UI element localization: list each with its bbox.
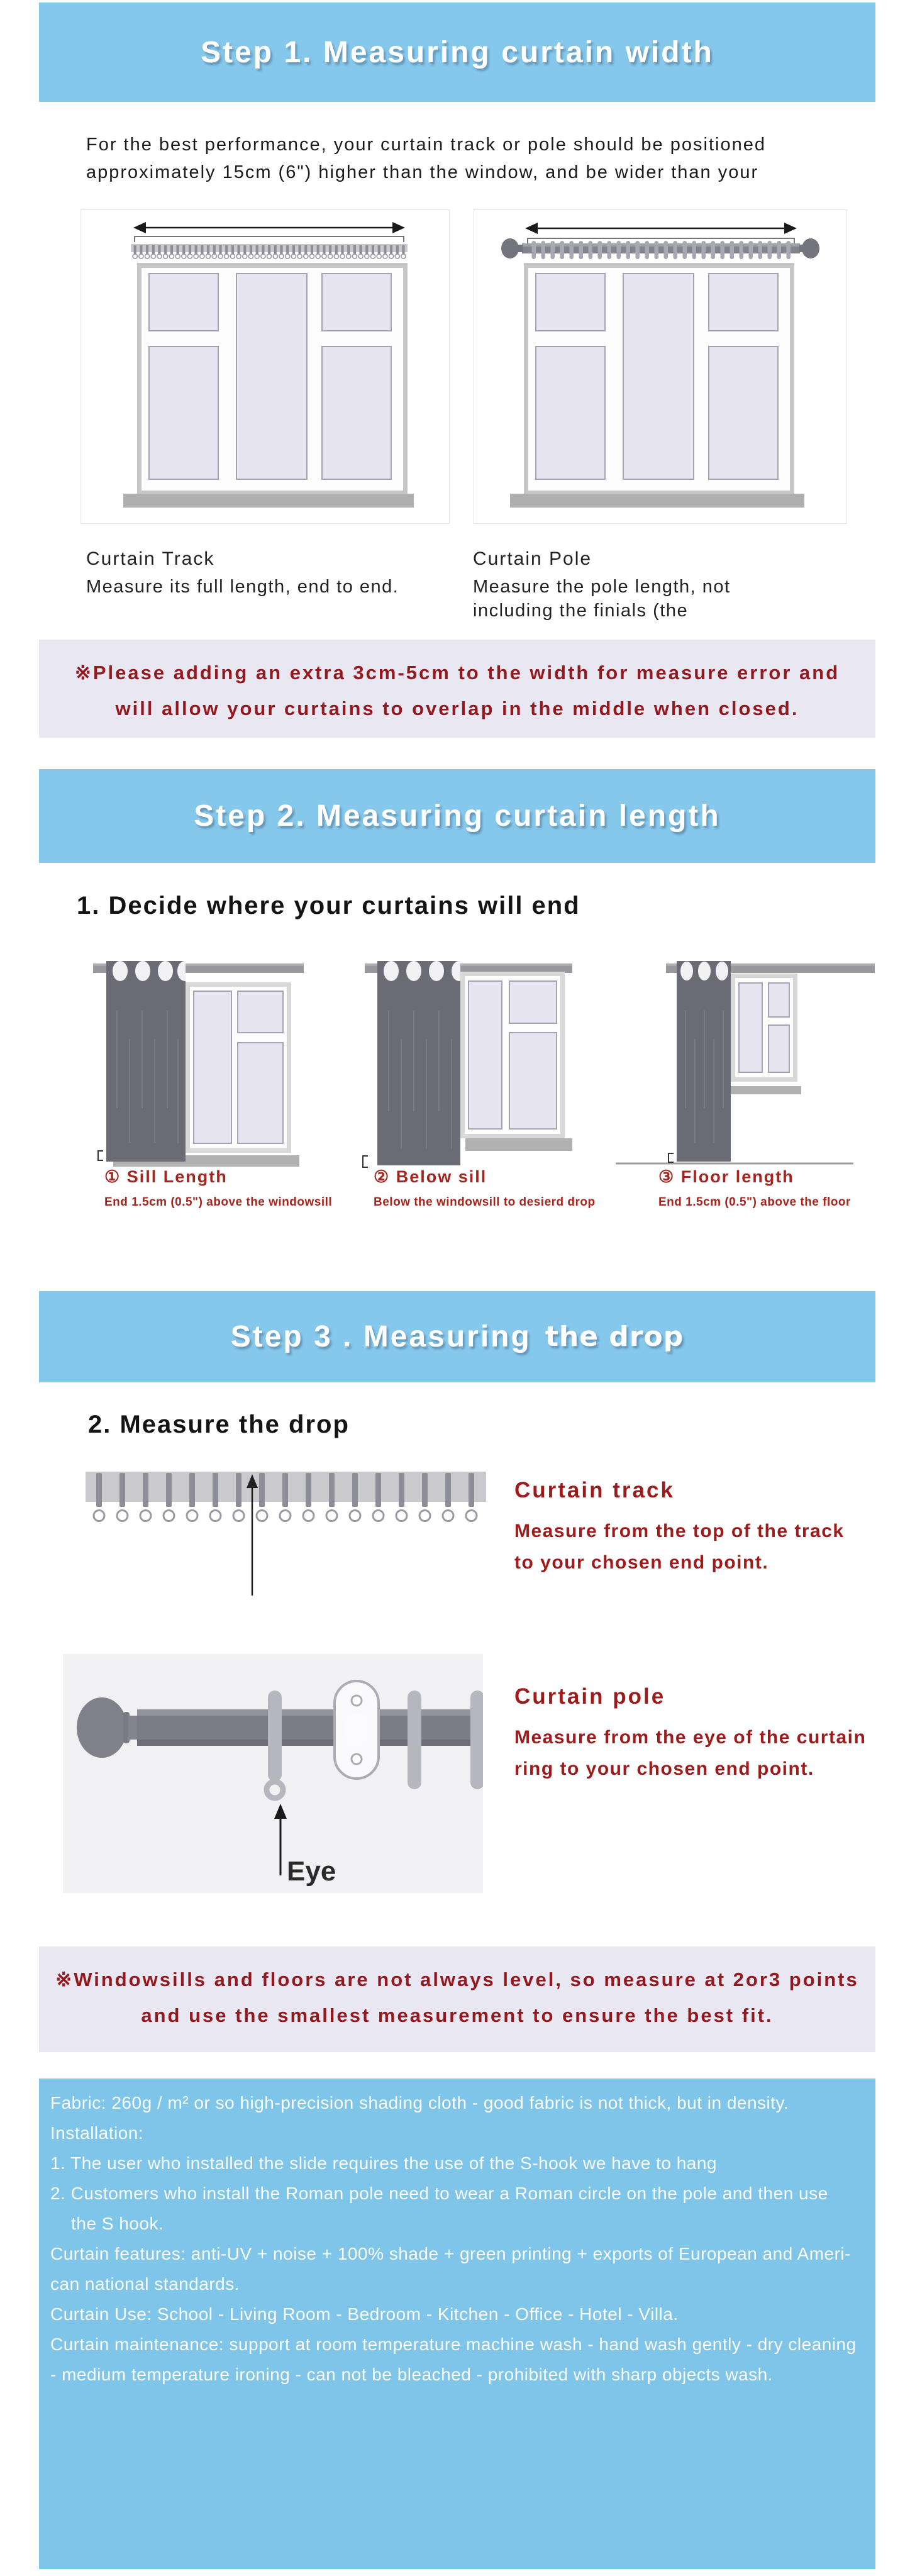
product-info-line: the S hook.: [50, 2214, 164, 2233]
finial-left: [501, 238, 519, 258]
step1-banner-title: Step 1. Measuring curtain width: [201, 35, 714, 69]
product-info-line: 2. Customers who install the Roman pole need to wear a Roman circle on the pole and then use: [50, 2184, 828, 2203]
curtain-track-caption-desc: Measure its full length, end to end.: [86, 577, 399, 597]
width-measure-note-text: ※Please adding an extra 3cm-5cm to the width for measure error and will allow your curtains to overlap in the middle when closed.: [74, 662, 840, 719]
window-icon: [186, 982, 291, 1153]
width-measure-note: [39, 640, 875, 738]
step3-banner: [39, 1291, 875, 1382]
window-icon: [123, 263, 414, 508]
eye-label: Eye: [287, 1856, 336, 1887]
option-sill-length: [104, 1167, 332, 1209]
curtain-ring: [408, 1690, 421, 1789]
curtain-icon: [106, 961, 192, 1162]
product-info-box: [39, 2079, 875, 2569]
curtain-icon: [677, 961, 731, 1162]
curtain-track-caption-title: Curtain Track: [86, 548, 215, 569]
step2-banner: [39, 769, 875, 863]
curtain-track-measure-title: Curtain track: [514, 1478, 675, 1502]
option-sill-length-desc: End 1.5cm (0.5") above the windowsill: [104, 1196, 333, 1209]
step3-banner-title: Step 3 . Measuring: [230, 1320, 531, 1353]
option-below-sill-title: ② Below sill: [374, 1167, 487, 1186]
product-info-line: can national standards.: [50, 2274, 240, 2294]
product-info-line: Fabric: 260g / m² or so high-precision shading cloth - good fabric is not thick, but in density.: [50, 2093, 789, 2112]
curtain-pole-measure-block: [514, 1684, 879, 1785]
curtain-pole-caption-desc: Measure the pole length, not including the finials (the: [473, 577, 731, 621]
window-icon: [510, 263, 804, 508]
curtain-pole-measure-desc: Measure from the eye of the curtain ring to your chosen end point.: [514, 1727, 867, 1779]
product-info-line: Curtain Use: School - Living Room - Bedroom - Kitchen - Office - Hotel - Villa.: [50, 2304, 679, 2324]
window-icon: [731, 974, 801, 1094]
step1-banner: [39, 3, 875, 102]
curtain-pole-measure-title: Curtain pole: [514, 1684, 666, 1709]
step3-heading: 2. Measure the drop: [88, 1411, 350, 1438]
pole-drop-illustration: [63, 1654, 483, 1893]
measure-end-mark: [363, 1156, 368, 1167]
windowsill: [731, 1086, 801, 1094]
window-track-illustration: [80, 209, 450, 524]
curtain-track-measure-block: [514, 1478, 854, 1579]
finial-right: [802, 238, 819, 258]
curtain-track-measure-desc: Measure from the top of the track to your chosen end point.: [514, 1521, 845, 1573]
curtain-ring-with-eye: [267, 1690, 283, 1798]
below-sill-illustration: [352, 951, 572, 1172]
step2-heading: 1. Decide where your curtains will end: [77, 892, 580, 919]
curtain-pole-caption-title: Curtain Pole: [473, 548, 592, 569]
wall-bracket: [335, 1681, 379, 1779]
level-measure-note: [39, 1946, 875, 2052]
finial: [77, 1697, 127, 1758]
curtain-pole-icon: [501, 238, 819, 260]
option-floor-length: [658, 1167, 851, 1209]
step2-banner-title: Step 2. Measuring curtain length: [194, 799, 721, 833]
step3-banner-subtitle: the drop: [545, 1321, 684, 1353]
product-info-line: 1. The user who installed the slide requires the use of the S-hook we have to hang: [50, 2153, 718, 2173]
window-pole-illustration: [474, 209, 847, 524]
step1-intro-text: For the best performance, your curtain track or pole should be positioned approximately 15cm (6") higher than the window, and be wider than your: [86, 135, 766, 182]
curtain-ring: [470, 1690, 483, 1789]
floor-length-illustration: [591, 951, 880, 1172]
sill-length-illustration: [80, 951, 307, 1172]
curtain-track-caption: [86, 548, 463, 599]
product-info-line: Curtain features: anti-UV + noise + 100% shade + green printing + exports of European and Ameri-: [50, 2244, 851, 2263]
curtain-icon: [377, 961, 467, 1165]
windowsill: [465, 1138, 572, 1151]
option-floor-length-desc: End 1.5cm (0.5") above the floor: [658, 1196, 851, 1209]
option-floor-length-title: ③ Floor length: [658, 1167, 794, 1186]
window-icon: [460, 972, 565, 1138]
curtain-rings: [529, 241, 796, 260]
option-below-sill: [374, 1167, 596, 1209]
curtain-track-icon: [131, 244, 408, 261]
windowsill: [123, 494, 414, 508]
curtain-pole-caption: [473, 548, 769, 623]
option-sill-length-title: ① Sill Length: [104, 1167, 228, 1186]
option-below-sill-desc: Below the windowsill to desierd drop: [374, 1196, 596, 1209]
measure-end-mark: [98, 1151, 103, 1160]
level-measure-note-text: ※Windowsills and floors are not always level, so measure at 2or3 points and use the smallest measurement to ensure the best fit.: [55, 1968, 859, 2026]
windowsill: [510, 494, 804, 508]
product-info-line: Installation:: [50, 2123, 144, 2143]
product-info-line: - medium temperature ironing - can not be bleached - prohibited with sharp objects wash.: [50, 2365, 774, 2384]
measure-end-mark: [669, 1153, 674, 1162]
product-info-line: Curtain maintenance: support at room temperature machine wash - hand wash gently - dry cleaning: [50, 2334, 857, 2354]
track-drop-illustration: [80, 1467, 496, 1602]
